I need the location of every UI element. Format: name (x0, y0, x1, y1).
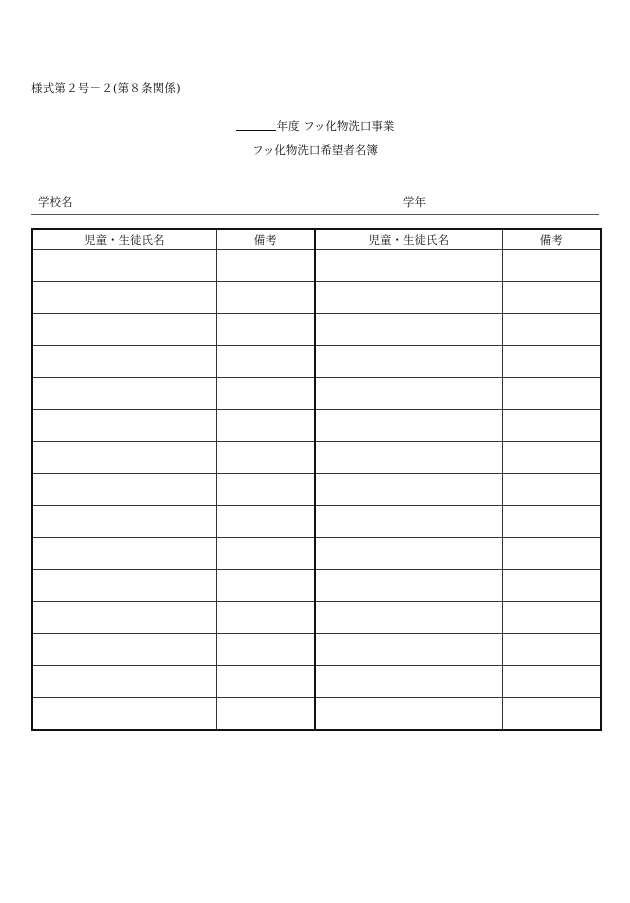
cell-student-name-left[interactable] (32, 410, 216, 442)
cell-remarks-left[interactable] (216, 666, 315, 698)
school-name-label: 学校名 (38, 195, 73, 209)
cell-student-name-left[interactable] (32, 634, 216, 666)
cell-remarks-right[interactable] (502, 506, 601, 538)
table-row (32, 474, 601, 506)
cell-student-name-right[interactable] (315, 634, 502, 666)
header-rule (31, 214, 599, 215)
table-row (32, 250, 601, 282)
cell-student-name-left[interactable] (32, 346, 216, 378)
roster-body (32, 250, 601, 731)
cell-remarks-right[interactable] (502, 570, 601, 602)
cell-remarks-right[interactable] (502, 474, 601, 506)
cell-student-name-right[interactable] (315, 250, 502, 282)
table-row (32, 410, 601, 442)
table-row (32, 538, 601, 570)
document-subtitle: フッ化物洗口希望者名簿 (252, 143, 378, 157)
cell-remarks-right[interactable] (502, 602, 601, 634)
cell-student-name-right[interactable] (315, 410, 502, 442)
cell-student-name-right[interactable] (315, 698, 502, 731)
cell-remarks-left[interactable] (216, 570, 315, 602)
table-row (32, 570, 601, 602)
cell-student-name-left[interactable] (32, 474, 216, 506)
table-row (32, 634, 601, 666)
column-header-remarks-left: 備考 (216, 229, 315, 250)
cell-remarks-left[interactable] (216, 506, 315, 538)
cell-student-name-left[interactable] (32, 378, 216, 410)
cell-student-name-right[interactable] (315, 346, 502, 378)
cell-remarks-right[interactable] (502, 314, 601, 346)
cell-student-name-right[interactable] (315, 570, 502, 602)
table-header-row (32, 229, 601, 250)
table-row (32, 442, 601, 474)
cell-remarks-right[interactable] (502, 378, 601, 410)
cell-remarks-left[interactable] (216, 538, 315, 570)
column-header-remarks-right: 備考 (502, 229, 601, 250)
table-row (32, 666, 601, 698)
table-row (32, 378, 601, 410)
project-name: フッ化物洗口事業 (303, 119, 395, 133)
cell-remarks-left[interactable] (216, 410, 315, 442)
grade-label: 学年 (403, 195, 426, 209)
cell-student-name-right[interactable] (315, 602, 502, 634)
cell-remarks-right[interactable] (502, 346, 601, 378)
cell-remarks-right[interactable] (502, 634, 601, 666)
cell-remarks-right[interactable] (502, 698, 601, 731)
document-title (0, 118, 630, 134)
cell-remarks-left[interactable] (216, 698, 315, 731)
applicant-roster-table (31, 228, 602, 731)
cell-student-name-left[interactable] (32, 570, 216, 602)
form-number: 様式第２号－２(第８条関係) (31, 81, 181, 95)
cell-student-name-right[interactable] (315, 442, 502, 474)
cell-remarks-left[interactable] (216, 442, 315, 474)
cell-remarks-right[interactable] (502, 410, 601, 442)
cell-student-name-left[interactable] (32, 250, 216, 282)
fiscal-year-suffix: 年度 (276, 119, 300, 133)
cell-remarks-left[interactable] (216, 282, 315, 314)
column-header-student-name-left: 児童・生徒氏名 (32, 229, 216, 250)
cell-student-name-left[interactable] (32, 666, 216, 698)
cell-student-name-left[interactable] (32, 538, 216, 570)
cell-student-name-left[interactable] (32, 602, 216, 634)
cell-remarks-right[interactable] (502, 250, 601, 282)
cell-student-name-right[interactable] (315, 474, 502, 506)
cell-student-name-right[interactable] (315, 378, 502, 410)
cell-remarks-right[interactable] (502, 666, 601, 698)
cell-student-name-right[interactable] (315, 538, 502, 570)
cell-remarks-left[interactable] (216, 250, 315, 282)
cell-remarks-left[interactable] (216, 602, 315, 634)
cell-remarks-right[interactable] (502, 282, 601, 314)
table-row (32, 282, 601, 314)
cell-remarks-left[interactable] (216, 378, 315, 410)
cell-student-name-left[interactable] (32, 314, 216, 346)
cell-student-name-right[interactable] (315, 282, 502, 314)
cell-student-name-left[interactable] (32, 282, 216, 314)
table-row (32, 346, 601, 378)
cell-student-name-left[interactable] (32, 506, 216, 538)
cell-remarks-left[interactable] (216, 474, 315, 506)
cell-remarks-left[interactable] (216, 634, 315, 666)
fiscal-year-blank[interactable] (236, 119, 276, 131)
column-header-student-name-right: 児童・生徒氏名 (315, 229, 502, 250)
cell-student-name-right[interactable] (315, 666, 502, 698)
table-row (32, 314, 601, 346)
cell-student-name-left[interactable] (32, 698, 216, 731)
cell-remarks-right[interactable] (502, 442, 601, 474)
cell-student-name-left[interactable] (32, 442, 216, 474)
cell-remarks-left[interactable] (216, 346, 315, 378)
table-row (32, 506, 601, 538)
cell-student-name-right[interactable] (315, 314, 502, 346)
cell-student-name-right[interactable] (315, 506, 502, 538)
table-row (32, 602, 601, 634)
cell-remarks-right[interactable] (502, 538, 601, 570)
table-row (32, 698, 601, 731)
cell-remarks-left[interactable] (216, 314, 315, 346)
